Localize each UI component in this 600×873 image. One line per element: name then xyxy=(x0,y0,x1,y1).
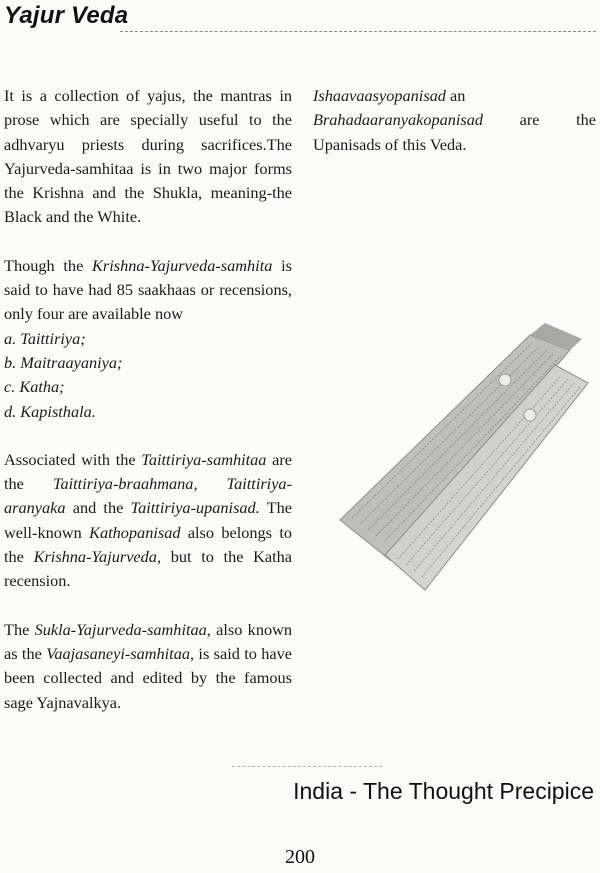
paragraph-sukla: The Sukla-Yajurveda-samhitaa, also known as the Vaajasaneyi-samhitaa, is said to have been collected and edited by the famous sage Yajnavalkya. xyxy=(4,619,293,712)
right-column xyxy=(313,84,596,157)
running-header: Yajur Veda xyxy=(4,2,129,29)
recension-list xyxy=(4,327,292,424)
list-item: a. Taittiriya; xyxy=(4,328,86,348)
palm-leaf-manuscript-image xyxy=(330,305,600,595)
manuscript-leaves xyxy=(340,323,588,590)
list-item: b. Maitraayaniya; xyxy=(4,352,123,372)
page-number: 200 xyxy=(285,846,315,868)
paragraph-taittiriya: Associated with the Taittiriya-samhitaa are the Taittiriya-braahmana, Taittiriya-aranyaka and the Taittiriya-upanisad. The well-known Kathopanisad also belongs to the Krishna-Yajurveda, but to the Katha recension. xyxy=(4,449,293,591)
krishna-yajurveda-title: Krishna-Yajurveda-samhita xyxy=(92,255,273,275)
book-title-footer: India - The Thought Precipice xyxy=(293,778,594,804)
list-item: d. Kapisthala. xyxy=(4,401,96,421)
isha-upanisad: Ishaavaasyopanisad xyxy=(313,86,446,105)
paragraph-krishna-recensions: Though the Krishna-Yajurveda-samhita is said to have had 85 saakhaas or recensions, only four are available now xyxy=(4,255,292,324)
paragraph-upanisads: Ishaavaasyopanisad an Brahadaaranyakopanisad are the Upanisads of this Veda. xyxy=(313,86,596,154)
paragraph-yajus-collection: It is a collection of yajus, the mantras in prose which are specially useful to the adhvaryu priests during sacrifices.The Yajurveda-samhitaa is in two major forms the Krishna and the Shukla, meaning-the Black and the White. xyxy=(4,86,292,227)
list-item: c. Katha; xyxy=(4,377,65,397)
brihadaranyaka-upanisad: Brahadaaranyakopanisad xyxy=(313,110,484,130)
left-column xyxy=(4,84,292,739)
header-rule xyxy=(120,31,596,32)
footer-rule xyxy=(232,766,382,767)
